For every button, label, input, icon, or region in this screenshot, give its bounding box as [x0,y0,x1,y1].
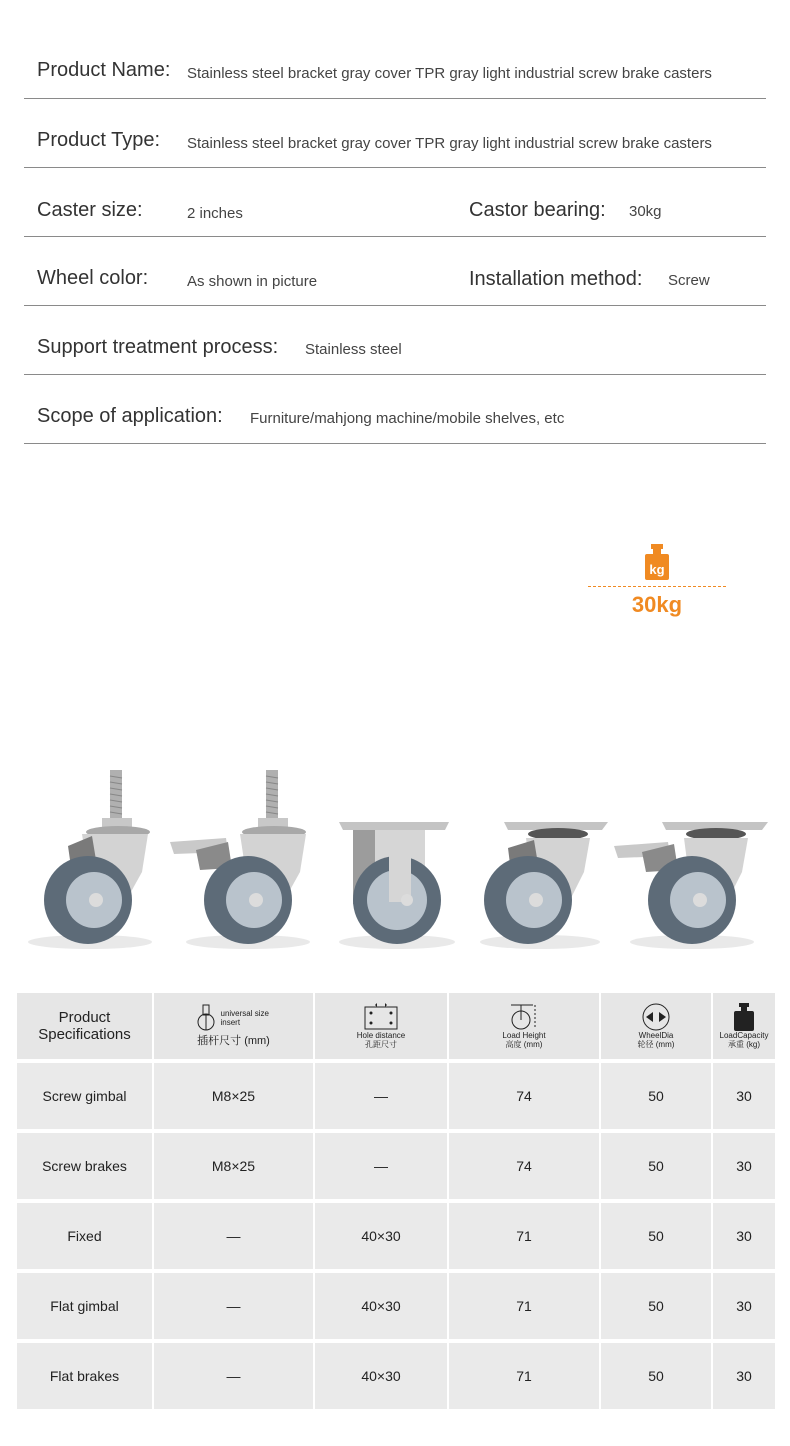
table-row [17,1273,775,1339]
header-insert-en: universal size insert [220,1009,269,1027]
insert-size-icon [195,1004,217,1032]
spec-value: Screw [668,272,710,289]
flat-brake-caster-image [612,760,772,955]
hole-distance-icon [361,1003,401,1031]
cell-height: 71 [449,1343,599,1409]
cell-insert: M8×25 [154,1063,313,1129]
badge-divider [588,586,726,587]
cell-name: Flat gimbal [17,1273,152,1339]
spec-label: Wheel color: [37,267,149,289]
cell-wheel: 50 [601,1133,711,1199]
spec-row-size-bearing [24,168,766,237]
weight-icon-text: kg [649,562,665,577]
capacity-badge [588,540,726,624]
header-product-specifications [17,993,152,1059]
cell-insert: — [154,1203,313,1269]
spec-label: Support treatment process: [37,336,279,358]
flat-gimbal-caster-image [478,760,613,955]
spec-value: Furniture/mahjong machine/mobile shelves, etc [250,410,565,427]
cell-wheel: 50 [601,1343,711,1409]
cell-height: 74 [449,1133,599,1199]
spec-label: Installation method: [469,268,643,290]
cell-wheel: 50 [601,1203,711,1269]
table-row [17,1063,775,1129]
header-load-en: LoadCapacity [719,1031,769,1040]
cell-wheel: 50 [601,1273,711,1339]
spec-label: Scope of application: [37,405,223,427]
cell-height: 71 [449,1273,599,1339]
spec-row-color-install [24,237,766,306]
header-load-capacity [713,993,775,1059]
cell-load: 30 [713,1133,775,1199]
table-row [17,1133,775,1199]
load-capacity-icon [733,1003,755,1031]
header-load-height [449,993,599,1059]
screw-gimbal-caster-image [22,760,162,955]
header-hole-distance [315,993,447,1059]
load-height-icon [507,1003,541,1031]
header-hole-en: Hole distance [356,1031,406,1040]
spec-value: As shown in picture [187,273,318,290]
spec-label: Product Type: [37,129,161,151]
spec-value: Stainless steel bracket gray cover TPR gray light industrial screw brake casters [187,135,712,152]
header-insert-cn: 插杆尺寸 (mm) [197,1035,270,1047]
header-wheel-en: WheelDia [638,1031,674,1040]
cell-wheel: 50 [601,1063,711,1129]
cell-height: 71 [449,1203,599,1269]
header-hole-cn: 孔距尺寸 [365,1040,397,1049]
header-wheel-cn: 轮径 (mm) [637,1040,675,1049]
cell-hole: 40×30 [315,1203,447,1269]
header-height-cn: 高度 (mm) [505,1040,543,1049]
table-row [17,1203,775,1269]
caster-image-row [0,760,790,960]
fixed-caster-image [333,760,463,955]
header-spec-text: Product Specifications [38,1009,131,1043]
capacity-value: 30kg [631,592,683,617]
cell-insert: — [154,1273,313,1339]
screw-brake-caster-image [166,760,316,955]
spec-label: Caster size: [37,199,143,221]
weight-icon [644,544,670,580]
cell-name: Screw brakes [17,1133,152,1199]
cell-insert: — [154,1343,313,1409]
spec-label: Castor bearing: [469,199,606,221]
cell-insert: M8×25 [154,1133,313,1199]
cell-hole: 40×30 [315,1273,447,1339]
cell-name: Screw gimbal [17,1063,152,1129]
spec-row-product-name [24,30,766,99]
spec-row-product-type [24,99,766,168]
header-load-cn: 承重 (kg) [728,1040,760,1049]
spec-row-scope [24,375,766,444]
cell-hole: 40×30 [315,1343,447,1409]
spec-value: 30kg [629,203,662,220]
cell-height: 74 [449,1063,599,1129]
spec-label: Product Name: [37,59,171,81]
table-row [17,1343,775,1409]
cell-name: Fixed [17,1203,152,1269]
cell-load: 30 [713,1343,775,1409]
cell-load: 30 [713,1273,775,1339]
table-header-row [17,993,775,1059]
cell-name: Flat brakes [17,1343,152,1409]
cell-hole: — [315,1063,447,1129]
cell-hole: — [315,1133,447,1199]
header-wheel-dia [601,993,711,1059]
spec-value: 2 inches [187,205,243,222]
spec-value: Stainless steel [305,341,402,358]
cell-load: 30 [713,1203,775,1269]
wheel-diameter-icon [640,1003,672,1031]
cell-load: 30 [713,1063,775,1129]
header-height-en: Load Height [502,1031,546,1040]
header-insert [154,993,313,1059]
spec-value: Stainless steel bracket gray cover TPR gray light industrial screw brake casters [187,65,712,82]
spec-row-support [24,306,766,375]
